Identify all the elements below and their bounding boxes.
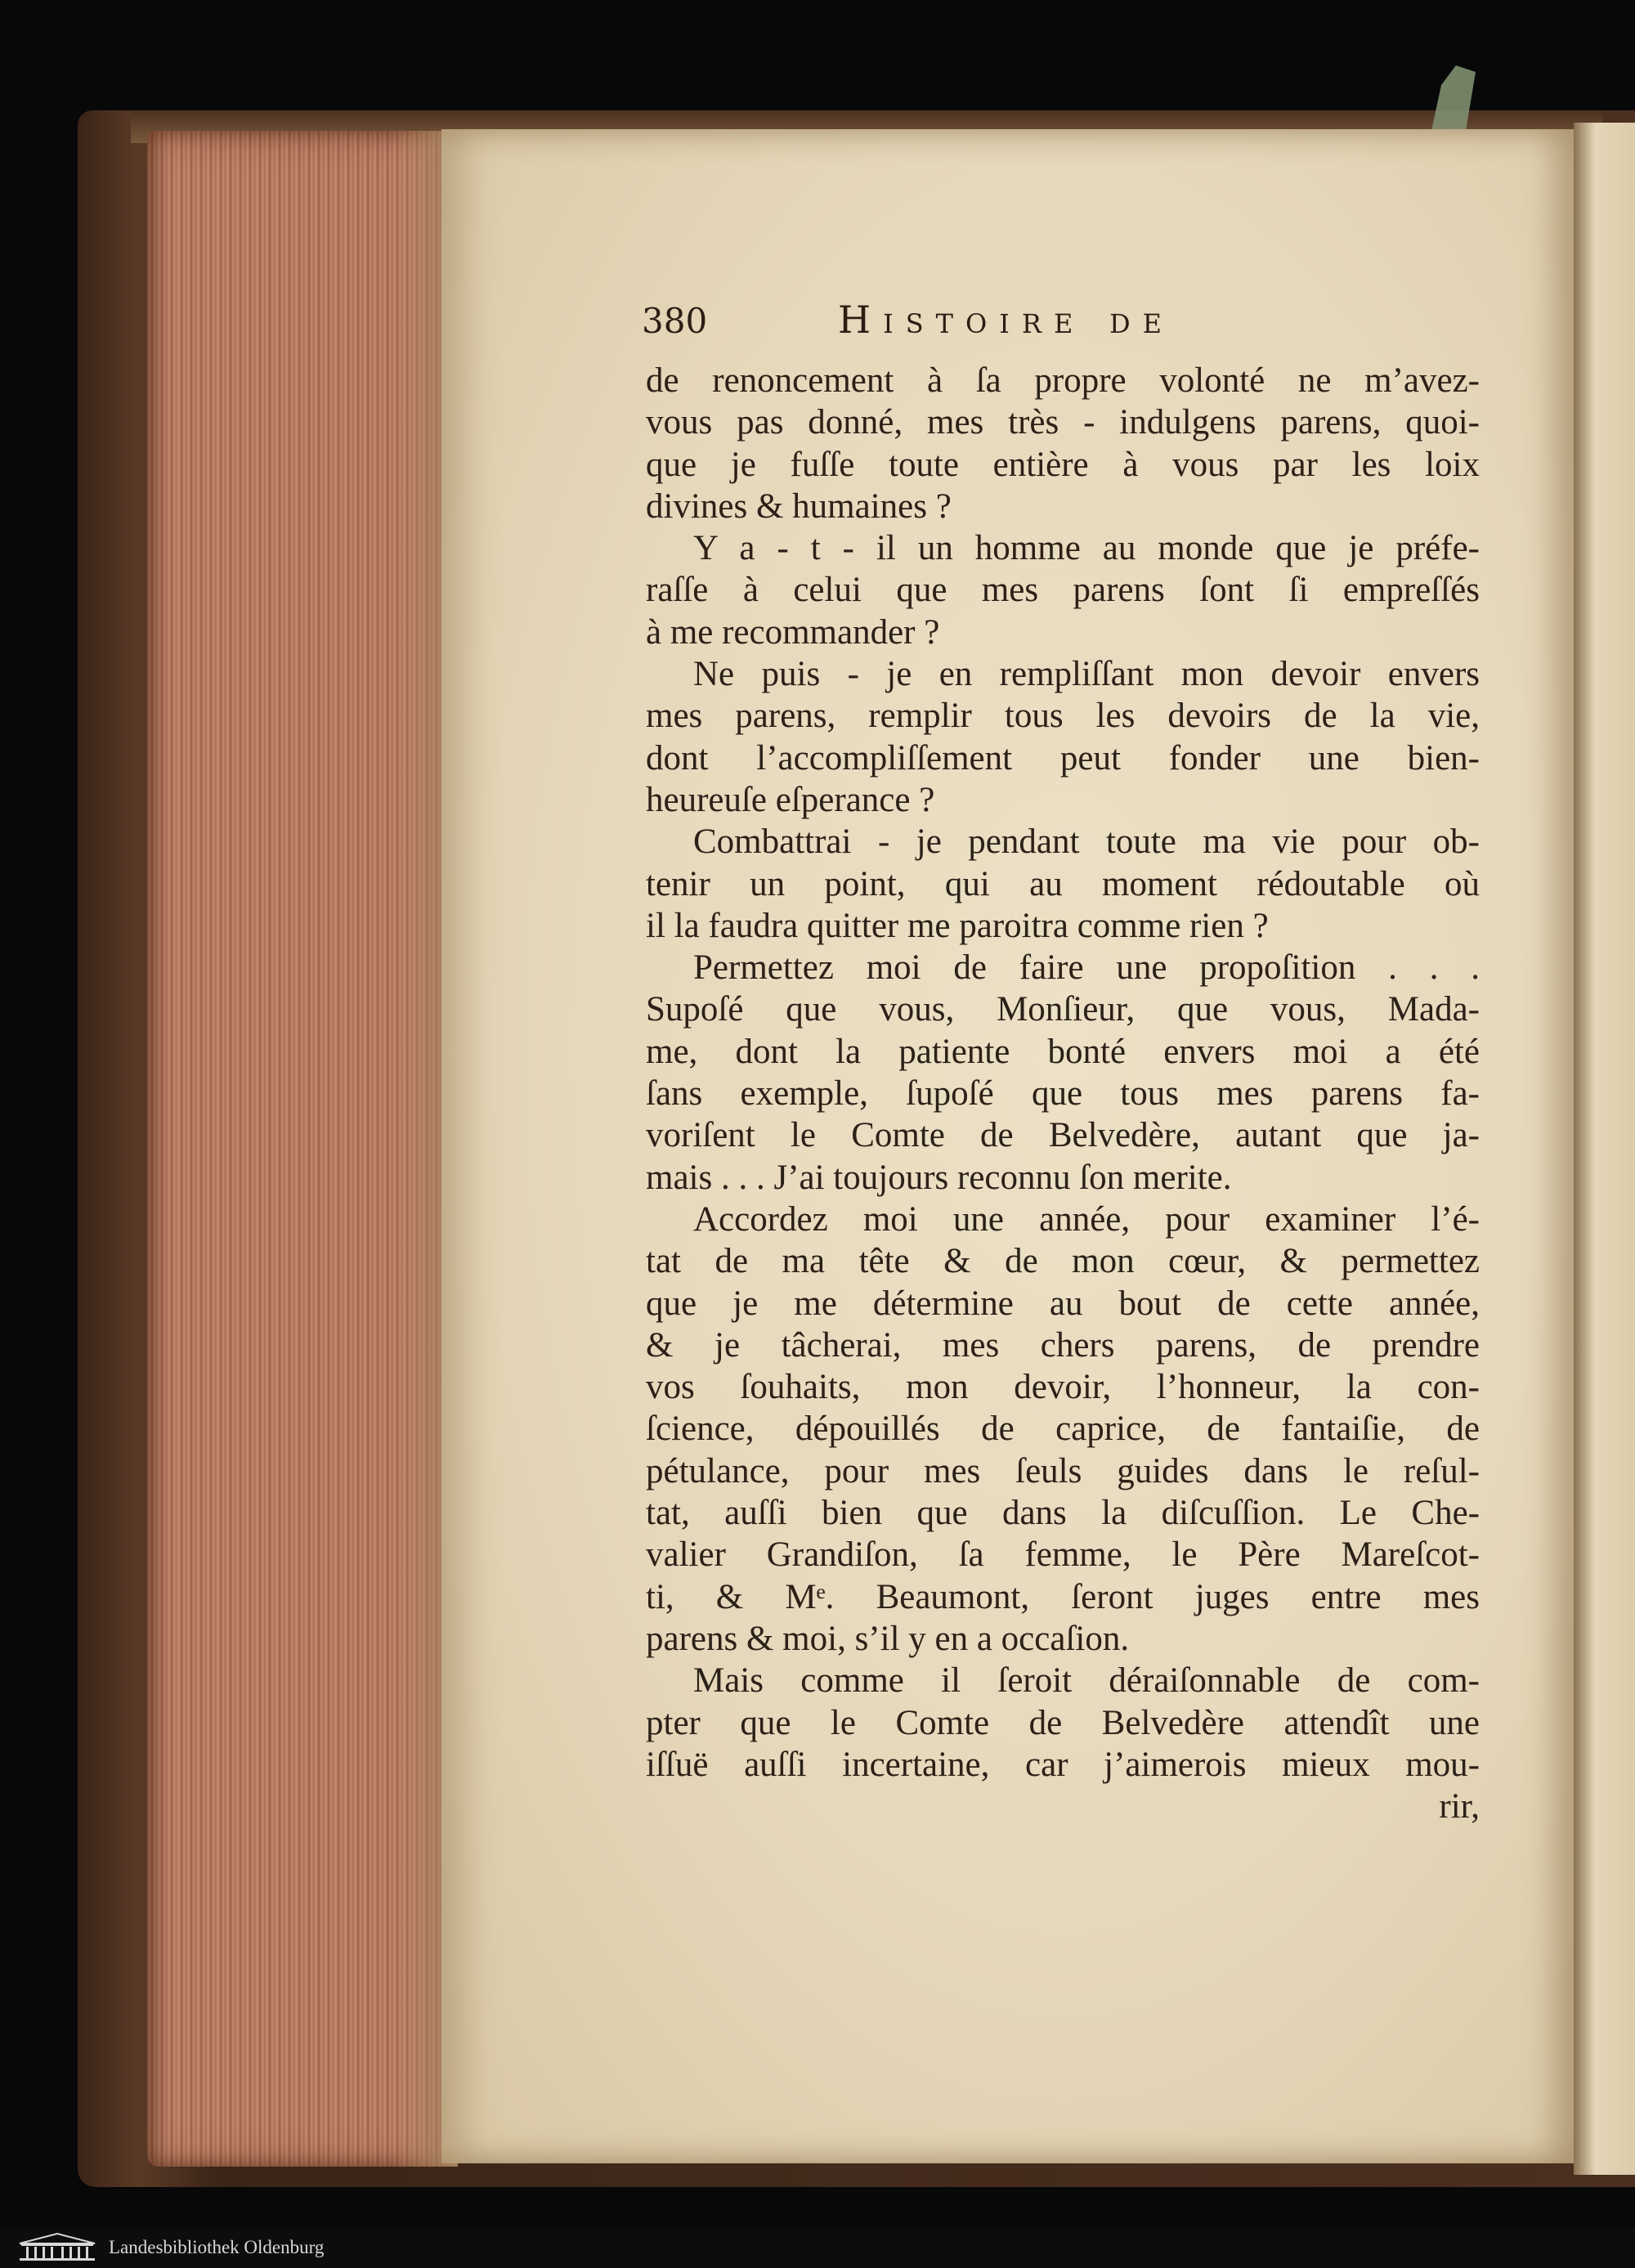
text-line: pter que le Comte de Belvedère attendît une	[646, 1703, 1480, 1742]
text-line: Ne puis - je en rempliſſant mon devoir envers	[693, 655, 1480, 694]
text-line: vous pas donné, mes très - indulgens parens, quoi-	[646, 403, 1480, 442]
text-line: tenir un point, qui au moment rédoutable où	[646, 864, 1480, 903]
text-line: mes parens, remplir tous les devoirs de la vie,	[646, 697, 1480, 736]
text-line: il la faudra quitter me paroitra comme rien ?	[646, 906, 1269, 945]
page-header	[642, 298, 1459, 350]
text-line: ti, & Mᵉ. Beaumont, ſeront juges entre mes	[646, 1577, 1480, 1616]
text-line: ſans exemple, ſupoſé que tous mes parens fa-	[646, 1074, 1480, 1114]
text-line: heureuſe eſperance ?	[646, 780, 935, 819]
text-line: tat, auſſi bien que dans la diſcuſſion. Le Che-	[646, 1494, 1480, 1533]
text-line: à me recommander ?	[646, 612, 940, 652]
text-line: & je tâcherai, mes chers parens, de prendre	[646, 1325, 1480, 1365]
text-line: que je me détermine au bout de cette année,	[646, 1284, 1480, 1323]
text-line: me, dont la patiente bonté envers moi a été	[646, 1032, 1480, 1071]
text-line: Permettez moi de faire une propoſition . . .	[693, 948, 1480, 988]
text-line: Mais comme il ſeroit déraiſonnable de com-	[693, 1661, 1480, 1701]
text-line: mais . . . J’ai toujours reconnu ſon merite.	[646, 1158, 1232, 1197]
text-line: Y a - t - il un homme au monde que je préfe-	[693, 529, 1480, 568]
text-line: rir,	[1439, 1787, 1480, 1827]
text-line: raſſe à celui que mes parens ſont ſi empreſſés	[646, 571, 1480, 610]
text-line: dont l’accompliſſement peut fonder une bien-	[646, 738, 1480, 778]
library-name: Landesbibliothek Oldenburg	[109, 2237, 325, 2257]
facing-page-edge	[1574, 123, 1635, 2175]
text-line: voriſent le Comte de Belvedère, autant que ja-	[646, 1116, 1480, 1155]
text-line: de renoncement à ſa propre volonté ne m’avez-	[646, 361, 1480, 400]
text-line: tat de ma tête & de mon cœur, & permettez	[646, 1242, 1480, 1281]
text-line: vos ſouhaits, mon devoir, l’honneur, la con-	[646, 1368, 1480, 1407]
text-line: Accordez moi une année, pour examiner l’é-	[693, 1199, 1480, 1239]
library-building-icon	[16, 2232, 98, 2263]
text-line: Supoſé que vous, Monſieur, que vous, Mada-	[646, 990, 1480, 1029]
text-line: que je fuſſe toute entière à vous par les loix	[646, 445, 1480, 484]
text-line: valier Grandiſon, ſa femme, le Père Mareſcot-	[646, 1535, 1480, 1575]
text-line: pétulance, pour mes ſeuls guides dans le reſul-	[646, 1451, 1480, 1490]
running-title: Histoire de	[838, 298, 1174, 342]
text-line: divines & humaines ?	[646, 486, 952, 526]
page-body-text	[646, 360, 1480, 1827]
text-line: Combattrai - je pendant toute ma vie pour ob-	[693, 822, 1480, 862]
page-number: 380	[642, 301, 708, 341]
text-line: parens & moi, s’il y en a occaſion.	[646, 1619, 1130, 1658]
text-line: iſſuë auſſi incertaine, car j’aimerois mieux mou-	[646, 1745, 1480, 1784]
text-line: ſcience, dépouillés de caprice, de fantaiſie, de	[646, 1410, 1480, 1449]
